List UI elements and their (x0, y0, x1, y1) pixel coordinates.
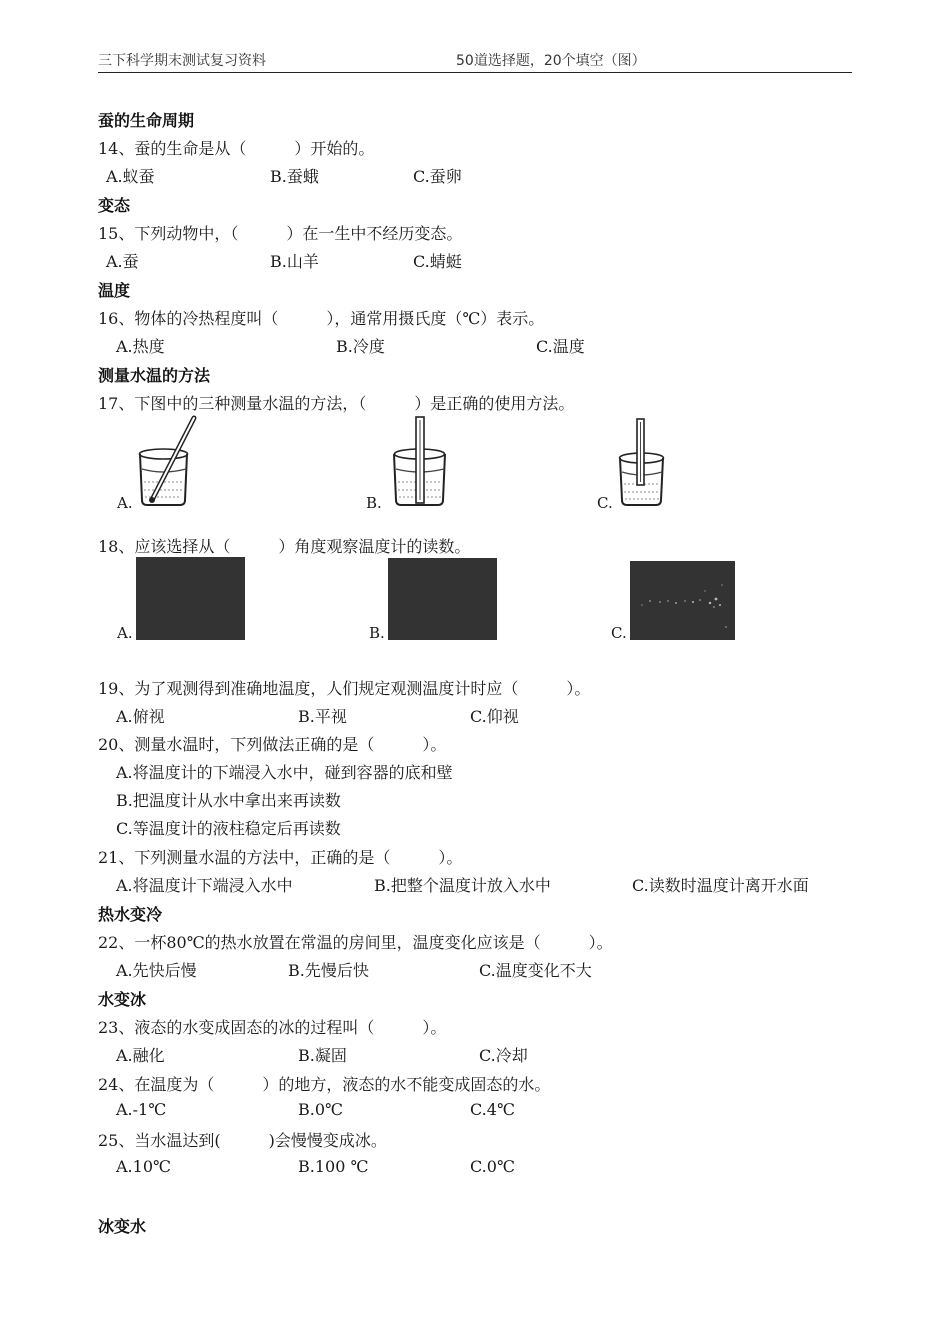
header-left: 三下科学期末测试复习资料 (98, 53, 266, 69)
q23-option-a: A.融化 (116, 1046, 165, 1065)
q25-option-c: C.0℃ (470, 1157, 515, 1176)
q20-option-a: A.将温度计的下端浸入水中，碰到容器的底和壁 (116, 763, 453, 782)
question-21: 21、下列测量水温的方法中，正确的是（ ）。 (98, 848, 463, 867)
question-15: 15、下列动物中，（ ）在一生中不经历变态。 (98, 224, 463, 243)
q15-option-c: C.蜻蜓 (413, 252, 462, 271)
section-title: 变态 (98, 196, 131, 215)
q21-option-a: A.将温度计下端浸入水中 (116, 876, 293, 895)
q19-option-b: B.平视 (298, 707, 347, 726)
q21-option-c: C.读数时温度计离开水面 (632, 876, 809, 895)
q20-option-c: C.等温度计的液柱稳定后再读数 (116, 819, 341, 838)
question-24: 24、在温度为（ ）的地方，液态的水不能变成固态的水。 (98, 1075, 551, 1094)
section-title: 测量水温的方法 (98, 366, 211, 385)
q16-option-b: B.冷度 (336, 337, 385, 356)
q14-option-c: C.蚕卵 (413, 167, 462, 186)
beaker-image-b (386, 414, 456, 510)
header-right: 50道选择题，20个填空（图） (456, 53, 646, 69)
q21-option-b: B.把整个温度计放入水中 (374, 876, 551, 895)
question-25: 25、当水温达到( )会慢慢变成冰。 (98, 1131, 387, 1150)
q22-option-c: C.温度变化不大 (479, 961, 592, 980)
q25-option-b: B.100 ℃ (298, 1157, 369, 1176)
question-14: 14、蚕的生命是从（ ）开始的。 (98, 139, 375, 158)
q22-option-a: A.先快后慢 (116, 961, 197, 980)
q24-option-a: A.-1℃ (116, 1100, 167, 1119)
q23-option-c: C.冷却 (479, 1046, 528, 1065)
q22-option-b: B.先慢后快 (288, 961, 369, 980)
q18-option-c: C. (611, 624, 627, 642)
q23-option-b: B.凝固 (298, 1046, 347, 1065)
question-20: 20、测量水温时，下列做法正确的是（ ）。 (98, 735, 447, 754)
section-title: 温度 (98, 281, 131, 300)
viewing-angle-image-b (388, 558, 497, 640)
beaker-image-a (132, 414, 202, 510)
viewing-angle-image-a (136, 557, 245, 640)
viewing-angle-image-c (630, 561, 735, 640)
q24-option-c: C.4℃ (470, 1100, 515, 1119)
q20-option-b: B.把温度计从水中拿出来再读数 (116, 791, 341, 810)
section-title: 热水变冷 (98, 905, 163, 924)
question-17: 17、下图中的三种测量水温的方法，（ ）是正确的使用方法。 (98, 394, 575, 413)
q14-option-a: A.蚁蚕 (106, 167, 155, 186)
q15-option-a: A.蚕 (106, 252, 139, 271)
q19-option-c: C.仰视 (470, 707, 519, 726)
question-22: 22、一杯80℃的热水放置在常温的房间里，温度变化应该是（ ）。 (98, 933, 613, 952)
section-title: 蚕的生命周期 (98, 111, 195, 130)
question-23: 23、液态的水变成固态的冰的过程叫（ ）。 (98, 1018, 447, 1037)
q24-option-b: B.0℃ (298, 1100, 343, 1119)
q18-option-b: B. (369, 624, 385, 642)
q17-option-b: B. (366, 494, 382, 512)
section-title: 冰变水 (98, 1217, 147, 1236)
q14-option-b: B.蚕蛾 (270, 167, 319, 186)
q17-option-c: C. (597, 494, 613, 512)
q16-option-c: C.温度 (536, 337, 585, 356)
q15-option-b: B.山羊 (270, 252, 319, 271)
q17-option-a: A. (117, 494, 133, 512)
q16-option-a: A.热度 (116, 337, 165, 356)
section-title: 水变冰 (98, 990, 147, 1009)
q25-option-a: A.10℃ (116, 1157, 171, 1176)
page-header (98, 50, 852, 73)
question-19: 19、为了观测得到准确地温度，人们规定观测温度计时应（ ）。 (98, 679, 591, 698)
question-16: 16、物体的冷热程度叫（ ），通常用摄氏度（℃）表示。 (98, 309, 545, 328)
question-18: 18、应该选择从（ ）角度观察温度计的读数。 (98, 537, 471, 556)
q19-option-a: A.俯视 (116, 707, 165, 726)
q18-option-a: A. (117, 624, 133, 642)
beaker-image-c (614, 414, 674, 510)
